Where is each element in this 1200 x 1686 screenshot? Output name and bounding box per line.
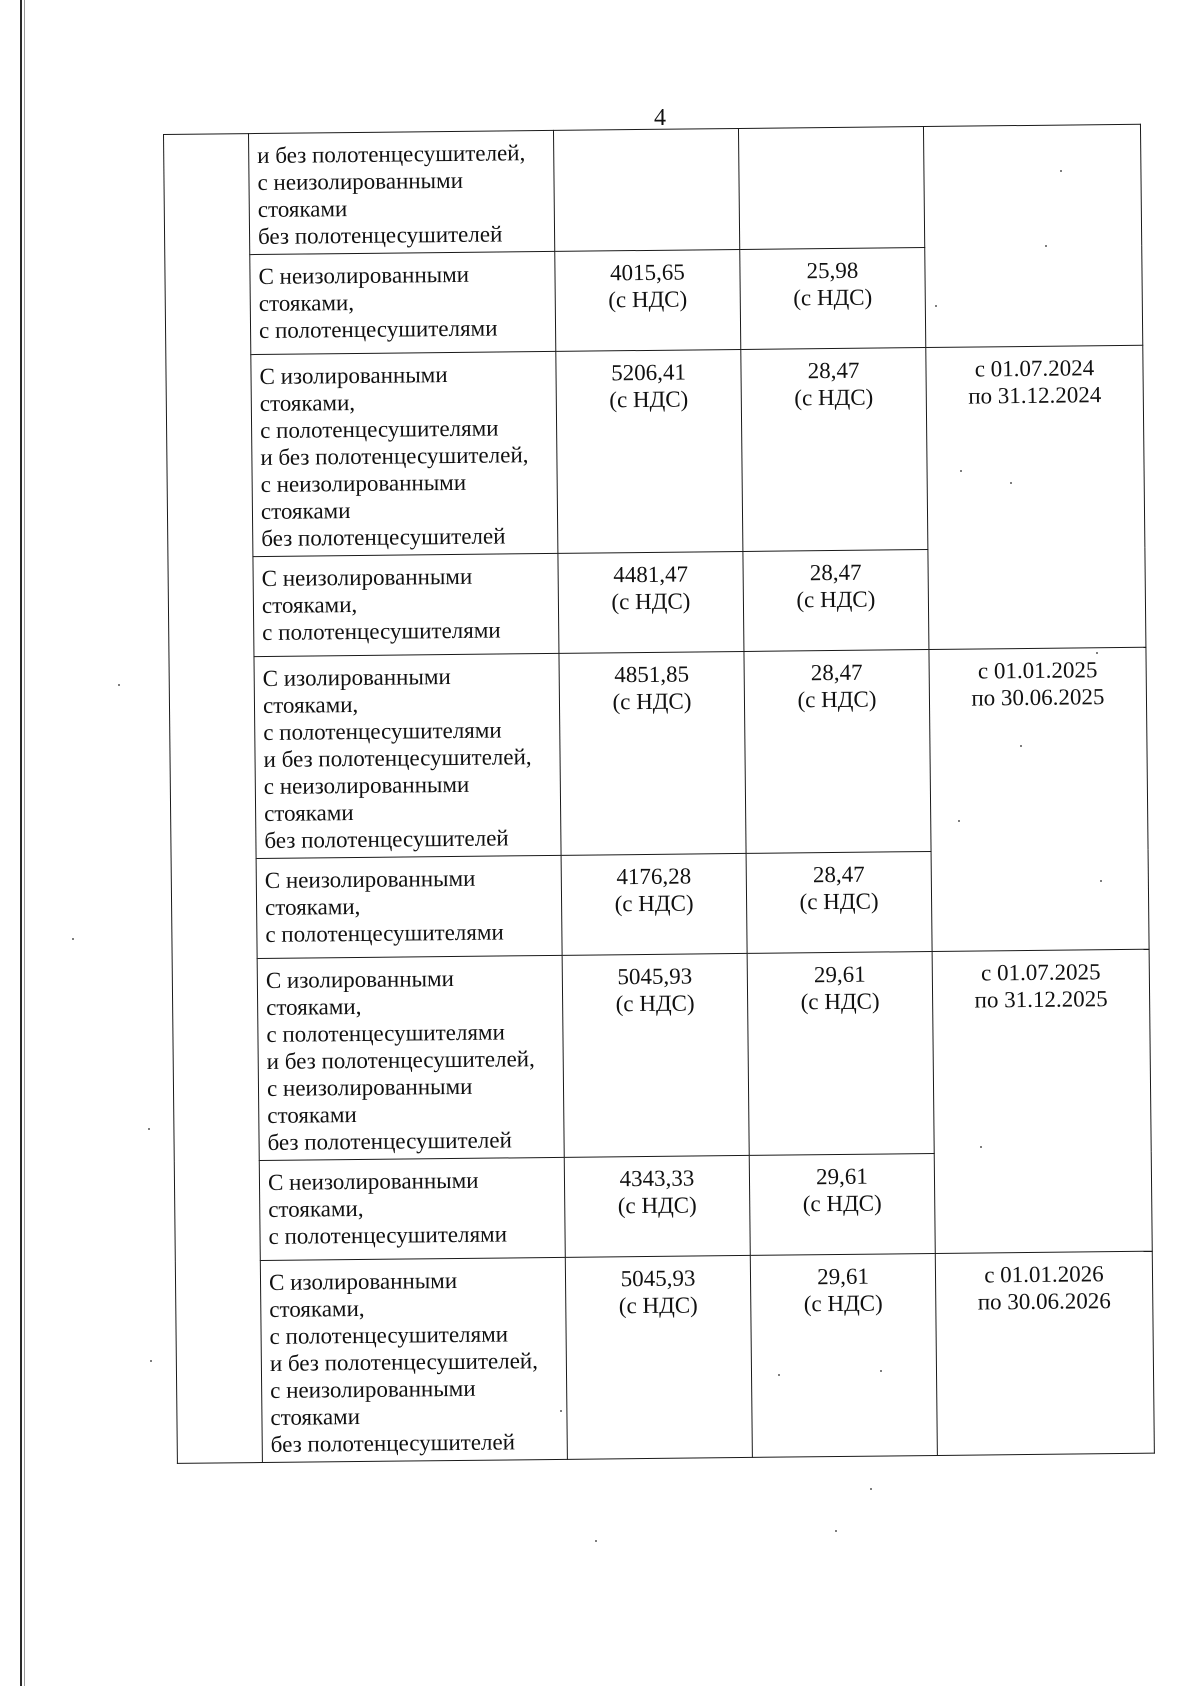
description-line: с неизолированными	[257, 167, 464, 196]
scan-speck	[560, 1410, 562, 1412]
tariff-value: 29,61	[813, 961, 866, 988]
tariff-vat-note	[747, 135, 915, 137]
scan-speck	[778, 1374, 780, 1376]
description-cell	[253, 553, 559, 656]
tariff-value: 28,47	[810, 659, 863, 686]
description-line: и без полотенцесушителей,	[266, 1046, 535, 1074]
price-value: 4343,33	[619, 1165, 695, 1192]
tariff-value: 28,47	[807, 357, 860, 384]
price-value: 5045,93	[617, 963, 693, 990]
price-cell	[562, 953, 749, 1157]
description-line: с неизолированными	[260, 469, 467, 497]
tariff-table	[163, 124, 1155, 1464]
price-vat-note: (с НДС)	[617, 1192, 697, 1219]
description-line: с полотенцесушителями	[269, 1321, 509, 1349]
description-line: стояками	[270, 1404, 361, 1430]
validity-period-cell	[935, 1251, 1154, 1455]
description-line: с полотенцесушителями	[263, 717, 502, 745]
table-row	[172, 949, 1151, 1161]
description-cell	[260, 1257, 567, 1462]
description-line: с неизолированными	[266, 1073, 473, 1101]
validity-period-cell	[926, 345, 1146, 649]
period-end: по 31.12.2024	[968, 382, 1102, 409]
price-cell	[555, 249, 741, 351]
description-line: и без полотенцесушителей,	[263, 744, 532, 772]
description-line: стояками,	[258, 290, 355, 317]
description-cell	[251, 351, 558, 556]
period-start: с 01.07.2025	[980, 959, 1101, 986]
price-vat-note: (с НДС)	[611, 588, 691, 615]
period-start: с 01.01.2025	[977, 657, 1098, 684]
tariff-cell	[750, 1253, 937, 1457]
price-value	[562, 137, 730, 139]
description-line: с полотенцесушителями	[262, 617, 501, 645]
price-value: 5206,41	[611, 359, 687, 386]
description-line: С изолированными	[259, 362, 448, 390]
tariff-value: 29,61	[816, 1263, 870, 1290]
description-cell	[257, 955, 564, 1160]
price-cell	[558, 551, 744, 653]
period-end: по 30.06.2026	[977, 1288, 1111, 1315]
tariff-cell	[749, 1153, 935, 1255]
tariff-value	[747, 135, 915, 137]
tariff-value: 25,98	[806, 257, 859, 284]
description-line: С изолированными	[268, 1267, 458, 1295]
price-value: 5045,93	[620, 1265, 696, 1292]
description-line: и без полотенцесушителей,	[269, 1348, 539, 1376]
description-line: без полотенцесушителей	[264, 825, 509, 853]
price-value: 4481,47	[613, 561, 689, 588]
price-vat-note: (с НДС)	[608, 286, 688, 313]
tariff-table-body	[164, 124, 1155, 1463]
price-cell	[556, 349, 743, 553]
scan-speck	[72, 938, 74, 940]
description-line: стояками,	[259, 390, 356, 417]
scan-speck	[118, 684, 120, 686]
description-cell	[250, 251, 556, 354]
price-vat-note: (с НДС)	[609, 386, 689, 413]
description-line: стояками	[263, 800, 354, 826]
scan-speck	[870, 1488, 872, 1490]
period-start: с 01.01.2026	[984, 1261, 1104, 1288]
table-row	[169, 647, 1148, 859]
description-line: с полотенцесушителями	[268, 1221, 508, 1249]
price-cell	[559, 651, 746, 855]
description-line: стояками,	[264, 893, 361, 920]
tariff-value: 28,47	[812, 861, 865, 888]
validity-period-cell	[923, 124, 1142, 347]
scan-speck	[880, 1370, 882, 1372]
scan-edge-shadow	[24, 0, 25, 1686]
price-value: 4176,28	[616, 863, 692, 890]
scan-speck	[935, 305, 937, 307]
description-line: С неизолированными	[267, 1167, 479, 1195]
scan-speck	[980, 1146, 982, 1148]
tariff-vat-note: (с НДС)	[803, 1290, 883, 1317]
tariff-cell	[741, 348, 928, 552]
tariff-vat-note: (с НДС)	[802, 1190, 882, 1217]
tariff-vat-note: (с НДС)	[796, 586, 876, 613]
description-line: стояками,	[261, 591, 358, 618]
description-line: стояками,	[269, 1295, 365, 1322]
price-vat-note: (с НДС)	[612, 688, 692, 715]
description-line: стояками,	[266, 993, 362, 1020]
period-start	[932, 133, 1132, 135]
scan-speck	[148, 1128, 150, 1130]
price-vat-note: (с НДС)	[618, 1292, 698, 1319]
description-line: без полотенцесушителей	[270, 1429, 516, 1457]
description-line: без полотенцесушителей	[267, 1127, 512, 1155]
scan-speck	[1060, 170, 1062, 172]
scan-speck	[835, 1530, 837, 1532]
tariff-vat-note: (с НДС)	[799, 888, 879, 915]
tariff-cell	[747, 951, 934, 1155]
scan-edge-line	[20, 0, 22, 1686]
description-cell	[256, 855, 562, 958]
table-row	[166, 345, 1145, 557]
price-cell	[565, 1255, 752, 1459]
price-cell	[553, 128, 739, 251]
tariff-value: 28,47	[809, 559, 862, 586]
tariff-vat-note: (с НДС)	[797, 686, 877, 713]
tariff-vat-note: (с НДС)	[793, 284, 873, 311]
validity-period-cell	[929, 647, 1149, 951]
price-value: 4851,85	[614, 661, 690, 688]
description-line: с неизолированными	[263, 771, 470, 799]
scan-speck	[960, 470, 962, 472]
page-number: 4	[654, 105, 666, 131]
description-line: С изолированными	[265, 966, 455, 993]
description-cell	[259, 1157, 565, 1260]
description-line: стояками,	[262, 691, 359, 718]
description-line: с полотенцесушителями	[258, 315, 498, 344]
tariff-cell	[743, 550, 929, 652]
description-line: С неизолированными	[261, 563, 473, 591]
description-cell	[254, 653, 561, 858]
price-cell	[561, 853, 747, 955]
description-line: С неизолированными	[264, 865, 476, 893]
tariff-value: 29,61	[815, 1163, 868, 1190]
scan-speck	[1045, 245, 1047, 247]
tariff-cell	[738, 127, 924, 250]
scan-speck	[1020, 745, 1022, 747]
scan-speck	[150, 1360, 152, 1362]
description-line: стояками	[267, 1102, 357, 1128]
period-end	[932, 133, 1132, 135]
tariff-cell	[740, 248, 926, 350]
description-line: С неизолированными	[258, 261, 470, 290]
description-line: без полотенцесушителей	[257, 221, 503, 250]
description-line: с полотенцесушителями	[265, 919, 504, 947]
description-cell	[249, 130, 555, 254]
tariff-cell	[744, 650, 931, 854]
description-line: стояками	[260, 498, 351, 524]
scan-speck	[1010, 482, 1012, 484]
table-row	[175, 1251, 1154, 1463]
description-line: и без полотенцесушителей,	[260, 442, 529, 470]
description-line: с полотенцесушителями	[266, 1019, 505, 1047]
period-start: с 01.07.2024	[974, 355, 1095, 382]
price-cell	[564, 1155, 750, 1257]
validity-period-cell	[932, 949, 1152, 1253]
tariff-vat-note: (с НДС)	[800, 988, 880, 1015]
description-line: стояками,	[268, 1195, 364, 1222]
scan-speck	[1100, 880, 1102, 882]
tariff-vat-note: (с НДС)	[794, 384, 874, 411]
price-vat-note: (с НДС)	[614, 890, 694, 917]
price-value: 4015,65	[609, 259, 685, 286]
description-line: с полотенцесушителями	[259, 415, 499, 443]
description-line: С изолированными	[262, 664, 451, 691]
price-vat-note: (с НДС)	[615, 990, 695, 1017]
table-row	[164, 124, 1142, 255]
description-line: и без полотенцесушителей,	[257, 140, 526, 169]
price-vat-note	[562, 137, 730, 139]
description-line: с неизолированными	[270, 1375, 476, 1403]
description-line: стояками	[257, 196, 348, 223]
description-line: без полотенцесушителей	[261, 523, 506, 551]
scan-speck	[1096, 652, 1098, 654]
row-number-cell	[164, 134, 263, 1464]
period-end: по 30.06.2025	[971, 684, 1105, 711]
tariff-cell	[746, 851, 932, 953]
scan-speck	[595, 1540, 597, 1542]
period-end: по 31.12.2025	[974, 986, 1108, 1013]
scan-speck	[958, 820, 960, 822]
